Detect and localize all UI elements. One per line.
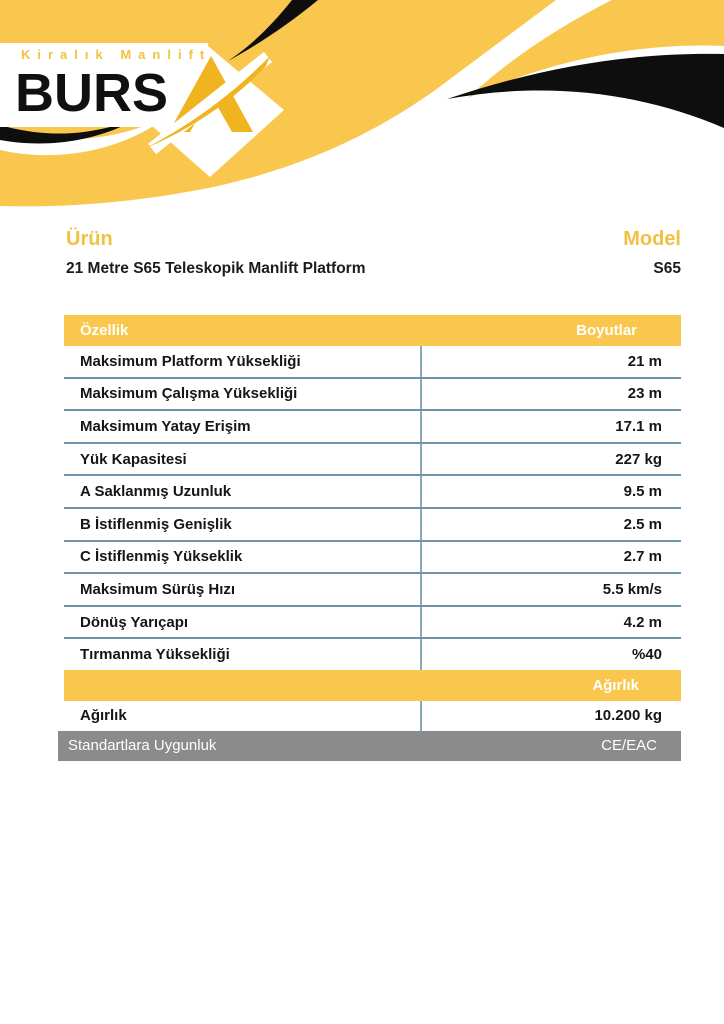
spec-table: [64, 315, 681, 761]
table-row: [64, 574, 681, 607]
table-row: [64, 346, 681, 379]
spec-rows: [64, 346, 681, 670]
table-row: [64, 444, 681, 477]
spec-label: A Saklanmış Uzunluk: [64, 476, 422, 507]
table-header-feature: Özellik: [80, 322, 129, 339]
spec-label: C İstiflenmiş Yükseklik: [64, 542, 422, 573]
brand-logo-text: BURS: [15, 63, 169, 123]
black-right-band: [447, 54, 724, 128]
standards-label: Standartlara Uygunluk: [68, 737, 217, 755]
spec-value: 23 m: [627, 385, 662, 403]
brand-tagline: Kiralık Manlift: [21, 47, 212, 62]
spec-value: 9.5 m: [623, 483, 662, 501]
spec-value: 17.1 m: [615, 417, 662, 435]
spec-label: Ağırlık: [64, 701, 422, 731]
spec-value: 2.5 m: [623, 515, 662, 533]
spec-value: 4.2 m: [623, 613, 662, 631]
standards-value: CE/EAC: [601, 737, 657, 755]
table-row: [64, 639, 681, 670]
spec-label: Maksimum Yatay Erişim: [64, 411, 422, 442]
model-section-label: Model: [623, 228, 681, 250]
table-row: [64, 701, 681, 731]
table-row: [64, 411, 681, 444]
spec-label: Dönüş Yarıçapı: [64, 607, 422, 638]
table-header-dimensions: Boyutlar: [576, 322, 637, 339]
spec-label: Yük Kapasitesi: [64, 444, 422, 475]
model-value: S65: [653, 260, 681, 277]
spec-label: B İstiflenmiş Genişlik: [64, 509, 422, 540]
header-banner: [0, 0, 724, 232]
title-row: [66, 228, 681, 278]
spec-label: Maksimum Çalışma Yüksekliği: [64, 379, 422, 410]
table-row: [64, 607, 681, 640]
spec-label: Tırmanma Yüksekliği: [64, 639, 422, 670]
spec-value: 5.5 km/s: [602, 580, 662, 598]
spec-label: Maksimum Sürüş Hızı: [64, 574, 422, 605]
spec-value: 10.200 kg: [594, 707, 662, 725]
spec-value: 227 kg: [615, 450, 662, 468]
spec-label: Maksimum Platform Yüksekliği: [64, 346, 422, 377]
model-column: [623, 228, 681, 278]
table-header-band: [64, 315, 681, 346]
weight-header-band: [64, 670, 681, 701]
spec-value: 21 m: [627, 352, 662, 370]
standards-footer-band: [58, 731, 681, 761]
table-row: [64, 509, 681, 542]
spec-value: 2.7 m: [623, 548, 662, 566]
product-section-label: Ürün: [66, 228, 113, 250]
table-row: [64, 379, 681, 412]
product-column: [66, 228, 365, 278]
spec-value: %40: [631, 646, 662, 664]
table-row: [64, 476, 681, 509]
table-row: [64, 542, 681, 575]
weight-header-label: Ağırlık: [592, 676, 639, 694]
product-name: 21 Metre S65 Teleskopik Manlift Platform: [66, 260, 366, 277]
